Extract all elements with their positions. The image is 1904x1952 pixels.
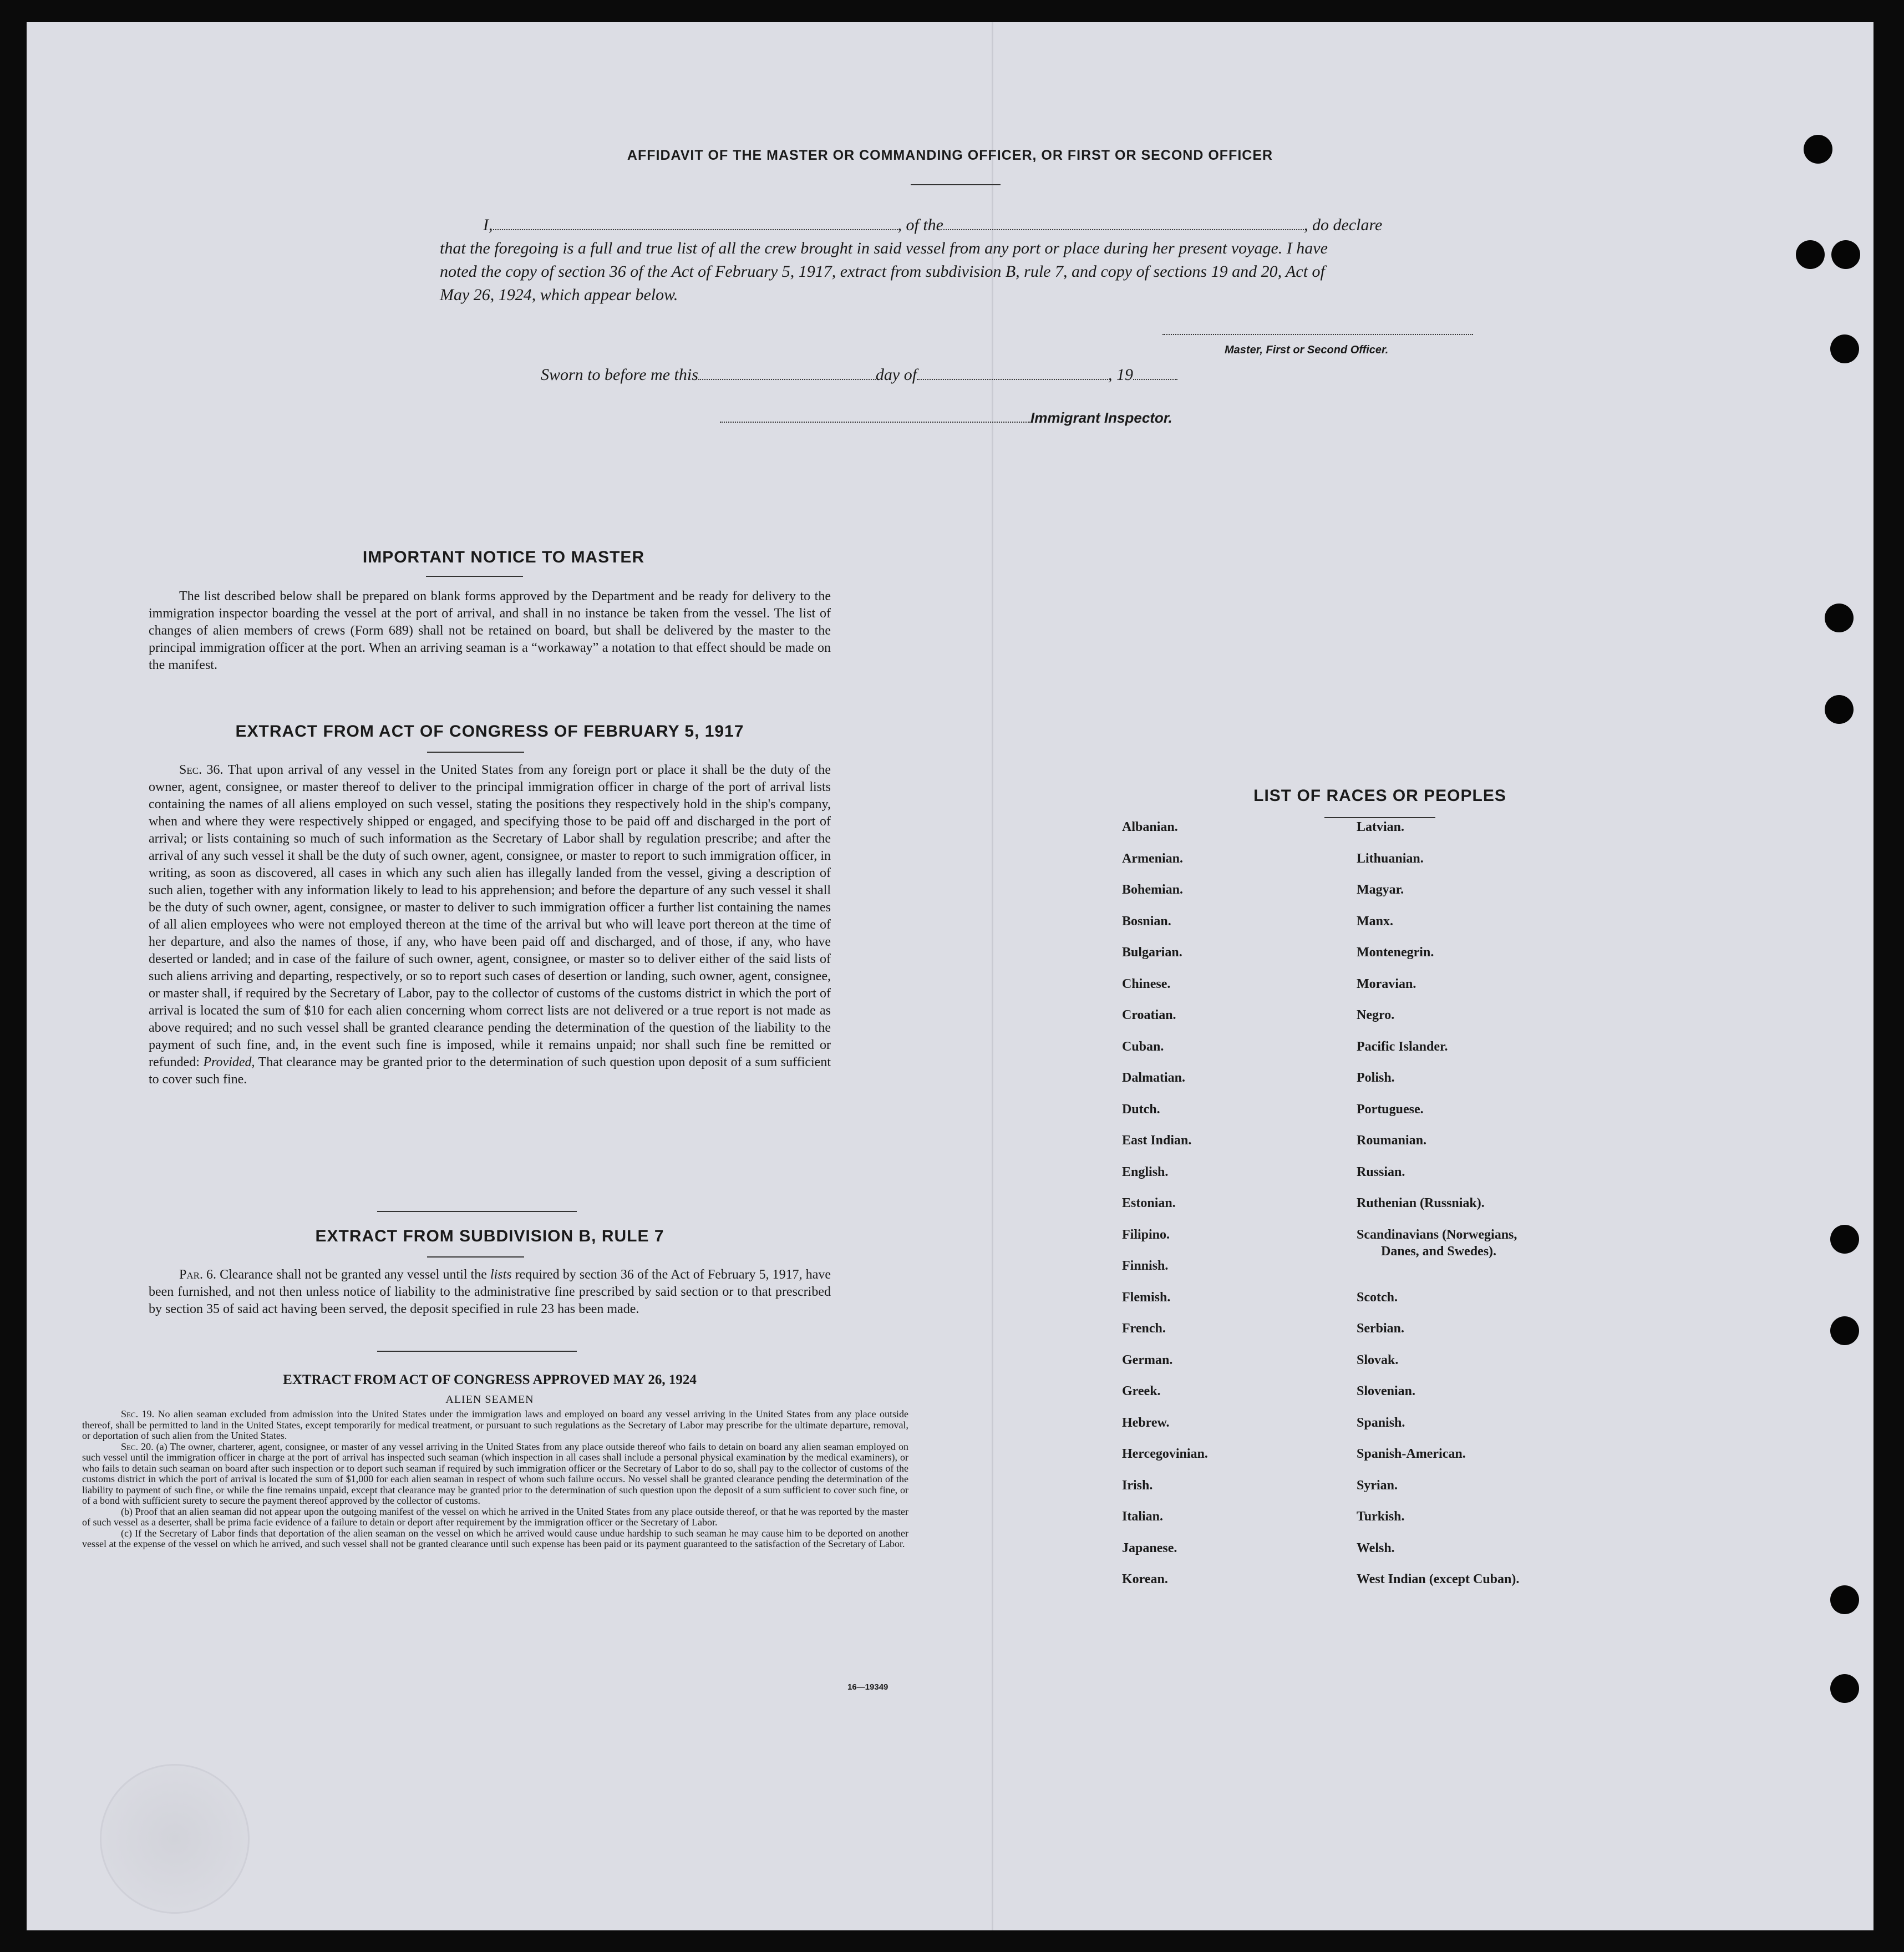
race-item: Greek.: [1122, 1384, 1161, 1398]
affidavit-line-4: May 26, 1924, which appear below.: [440, 286, 678, 304]
master-signature-caption: Master, First or Second Officer.: [1225, 344, 1389, 356]
act-1917-title: EXTRACT FROM ACT OF CONGRESS OF FEBRUARY 5, 1917: [235, 722, 744, 741]
race-item: Dalmatian.: [1122, 1071, 1185, 1085]
race-item: Portuguese.: [1357, 1102, 1424, 1117]
inspector-line: [720, 409, 1219, 427]
race-item: Dutch.: [1122, 1102, 1160, 1117]
inspector-caption: Immigrant Inspector.: [1030, 409, 1172, 426]
race-item: Bohemian.: [1122, 883, 1184, 897]
master-signature-line[interactable]: [1162, 334, 1473, 335]
lists-word: lists: [490, 1267, 512, 1282]
race-item: German.: [1122, 1352, 1173, 1367]
section-divider-1: [377, 1211, 577, 1212]
race-item: Hercegovinian.: [1122, 1447, 1208, 1461]
sec-20a-text: (a) The owner, charterer, agent, consignee, or master of any vessel arriving in the United States from any place outside thereof who fails to detain on board any alien seaman employed on such vessel until the immigration officer in charge at the port of arrival has inspected such seaman (which inspection in all cases shall include a personal physical examination by the medical examiners), or who fails to detain such seaman on board after such inspection or to deport such seaman if required by such immigration officer or the Secretary of Labor to do so, shall pay to the collector of customs of the customs district in which the port of arrival is located the sum of $1,000 for each alien seaman in respect of whom such failure occurs. No vessel shall be granted clearance pending the determination of the liability to payment of such fine, or while the fine remains unpaid, except that clearance may be granted prior to the determination of such question upon the deposit of a sum sufficient to cover such fine, or of a bond with sufficient surety to secure the payment thereof approved by the collector of customs.: [82, 1441, 909, 1506]
binder-hole: [1796, 240, 1825, 269]
sworn-prefix: Sworn to before me this: [541, 366, 698, 384]
affidavit-line-3: noted the copy of section 36 of the Act of February 5, 1917, extract from subdivision B, rule 7, and copy of sections 19 and 20, Act of: [440, 262, 1325, 281]
race-item: Latvian.: [1357, 820, 1405, 834]
race-item: Cuban.: [1122, 1039, 1164, 1054]
form-number: 16—19349: [847, 1682, 888, 1692]
rule-7-text-a: Clearance shall not be granted any vessel until the: [220, 1267, 487, 1282]
sec-36-text: That upon arrival of any vessel in the United States from any foreign port or place it shall be the duty of the owner, agent, consignee, or master thereof to deliver to the principal immigration officer in charge of the port of arrival lists containing the names of all aliens employed on such vessel, stating the positions they respectively hold in the ship's company, when and where they were respectively shipped or engaged, and specifying those to be paid off and discharged in the port of arrival; or lists containing so much of such information as the Secretary of Labor shall by regulation prescribe; and after the arrival of any such vessel it shall be the duty of such owner, agent, consignee, or master to report to such immigration officer, in writing, as soon as discovered, all cases in which any such alien has illegally landed from the vessel, giving a description of such alien, together with any information likely to lead to his apprehension; and before the departure of any such vessel it shall be the duty of such owner, agent, consignee, or master to deliver to such immigration officer a further list containing the names of all alien employees who were not employed thereon at the time of the arrival but who will leave port thereon at the time of her departure, and also the names of those, if any, who have been paid off and discharged, and of those, if any, who have deserted or landed; and in case of the failure of such owner, agent, consignee, or master so to deliver either of the said lists of such aliens arriving and departing, respectively, or so to report such cases of desertion or landing, such owner, agent, consignee, or master shall, if required by the Secretary of Labor, pay to the collector of customs of the customs district in which the port of arrival is located the sum of $10 for each alien concerning whom correct lists are not delivered or a true report is not made as above required; and no such vessel shall be granted clearance pending the determination of the question of the liability to the payment of such fine, and, in the event such fine is imposed, while it remains unpaid; nor shall such fine be remitted or refunded:: [149, 763, 831, 1069]
affidavit-title-rule: [911, 184, 1001, 185]
binder-hole: [1830, 1225, 1859, 1254]
affidavit-title: AFFIDAVIT OF THE MASTER OR COMMANDING OFFICER, OR FIRST OR SECOND OFFICER: [627, 148, 1273, 163]
affidavit-line-2: that the foregoing is a full and true list of all the crew brought in said vessel from any port or place during her present voyage. I have: [440, 239, 1328, 257]
race-item: Bulgarian.: [1122, 945, 1182, 960]
sec-20a-paragraph: [82, 1442, 908, 1507]
sec-20-label: Sec. 20.: [121, 1441, 154, 1452]
page-fold: [992, 22, 993, 1930]
embossed-seal: [100, 1764, 250, 1914]
race-item: Pacific Islander.: [1357, 1039, 1448, 1054]
race-item: English.: [1122, 1164, 1169, 1179]
race-item: Syrian.: [1357, 1478, 1398, 1493]
binder-hole: [1830, 1674, 1859, 1703]
sec-19-paragraph: [82, 1409, 908, 1442]
race-item: Montenegrin.: [1357, 945, 1434, 960]
sec-20b-paragraph: (b) Proof that an alien seaman did not appear upon the outgoing manifest of the vessel on which he arrived in the United States from any place outside thereof, or that he was reported by the master of such vessel as a deserter, shall be prima facie evidence of a failure to detain or deport after requirement by the immigration officer or the Secretary of Labor.: [82, 1505, 908, 1528]
inspector-signature-blank[interactable]: [720, 409, 1030, 423]
race-item: Welsh.: [1357, 1540, 1395, 1555]
race-item: Estonian.: [1122, 1196, 1176, 1210]
race-item: Turkish.: [1357, 1509, 1405, 1524]
sec-19-text: No alien seaman excluded from admission into the United States under the immigration laws and employed on board any vessel arriving in the United States from any place outside thereof, shall be permitted to land in the United States, except temporarily for medical treatment, or pursuant to such regulations as the Secretary of Labor may prescribe for the ultimate departure, removal, or deportation of such alien from the United States.: [82, 1408, 909, 1441]
race-item: Flemish.: [1122, 1290, 1171, 1305]
rule-7-title-rule: [427, 1256, 524, 1258]
rule-7-text-b: required by section 36 of the Act of February 5, 1917, have been furnished, and not then unless notice of liability to the administrative fine prescribed by said section or to that prescribed by section 35 of said act having been served, the deposit specified in rule 23 has been made.: [149, 1267, 831, 1316]
document-page: [27, 22, 1873, 1930]
race-item: Spanish.: [1357, 1415, 1405, 1430]
race-item: Ruthenian (Russniak).: [1357, 1196, 1485, 1210]
race-item: Bosnian.: [1122, 914, 1171, 929]
race-item: French.: [1122, 1321, 1166, 1336]
race-item: Manx.: [1357, 914, 1393, 929]
races-title: LIST OF RACES OR PEOPLES: [1253, 787, 1506, 805]
sworn-day-blank[interactable]: [698, 367, 876, 380]
race-item: Korean.: [1122, 1572, 1168, 1586]
name-blank[interactable]: [493, 217, 898, 230]
sec-36-label: Sec. 36.: [179, 763, 224, 777]
race-item: Chinese.: [1122, 976, 1171, 991]
vessel-blank[interactable]: [943, 217, 1304, 230]
section-divider-2: [377, 1351, 577, 1352]
affidavit-i: I,: [483, 216, 493, 234]
sworn-day: day of: [875, 366, 917, 384]
sworn-year-blank[interactable]: [1133, 367, 1177, 380]
race-item: Serbian.: [1357, 1321, 1405, 1336]
act-1924-title: EXTRACT FROM ACT OF CONGRESS APPROVED MAY 26, 1924: [283, 1372, 697, 1387]
races-title-rule: [1324, 817, 1435, 818]
race-item: West Indian (except Cuban).: [1357, 1572, 1520, 1586]
affidavit-do-declare: , do declare: [1304, 216, 1383, 234]
binder-hole: [1830, 1316, 1859, 1345]
race-item: Russian.: [1357, 1164, 1405, 1179]
race-item: Polish.: [1357, 1071, 1395, 1085]
race-item: Japanese.: [1122, 1540, 1177, 1555]
race-item: Scandinavians (Norwegians,: [1357, 1227, 1517, 1242]
binder-hole: [1804, 135, 1832, 164]
affidavit-text: [440, 214, 1535, 307]
affidavit-of-the: , of the: [897, 216, 943, 234]
race-item: Roumanian.: [1357, 1133, 1427, 1148]
act-1917-title-rule: [427, 752, 524, 753]
rule-7-text: [149, 1266, 831, 1318]
race-item: Moravian.: [1357, 976, 1416, 991]
notice-title-rule: [426, 576, 523, 577]
sec-20c-paragraph: (c) If the Secretary of Labor finds that deportation of the alien seaman on the vessel on which he arrived would cause undue hardship to such seaman he may cause him to be deported on another vessel at the expense of the vessel on which he arrived, and such vessel shall not be granted clearance until such expense has been paid or its payment guaranteed to the satisfaction of the Secretary of Labor.: [82, 1527, 908, 1549]
race-item: Irish.: [1122, 1478, 1153, 1493]
binder-hole: [1831, 240, 1860, 269]
binder-hole: [1825, 695, 1854, 724]
act-1924-text: [82, 1409, 908, 1550]
notice-text: The list described below shall be prepared on blank forms approved by the Department and be ready for delivery to the immigration inspector boarding the vessel at the port of arrival, and shall in no instance be taken from the vessel. The list of changes of alien members of crews (Form 689) shall not be retained on board, but shall be delivered by the master to the principal immigration officer at the port. When an arriving seaman is a “workaway” a notation to that effect should be made on the manifest.: [149, 589, 831, 672]
race-item: Italian.: [1122, 1509, 1164, 1524]
race-item: Armenian.: [1122, 851, 1183, 866]
race-item: East Indian.: [1122, 1133, 1192, 1148]
sec-36-text-end: That clearance may be granted prior to the determination of such question upon deposit of a sum sufficient to cover such fine.: [149, 1055, 831, 1087]
race-item: Hebrew.: [1122, 1415, 1170, 1430]
race-item: Filipino.: [1122, 1227, 1170, 1242]
par-6-label: Par. 6.: [179, 1267, 217, 1282]
race-item: Magyar.: [1357, 883, 1404, 897]
binder-hole: [1830, 1585, 1859, 1614]
race-item-continuation: Danes, and Swedes).: [1381, 1244, 1497, 1259]
race-item: Albanian.: [1122, 820, 1178, 834]
sworn-year: , 19: [1108, 366, 1134, 384]
binder-hole: [1830, 334, 1859, 363]
act-1917-text: [149, 762, 831, 1088]
race-item: Finnish.: [1122, 1259, 1169, 1273]
race-item: Spanish-American.: [1357, 1447, 1466, 1461]
sec-19-label: Sec. 19.: [121, 1408, 155, 1419]
race-item: Lithuanian.: [1357, 851, 1424, 866]
provided-word: Provided,: [203, 1055, 255, 1069]
race-item: Slovak.: [1357, 1352, 1399, 1367]
sworn-month-blank[interactable]: [917, 367, 1108, 380]
race-item: Negro.: [1357, 1008, 1395, 1022]
race-item: Croatian.: [1122, 1008, 1176, 1022]
notice-title: IMPORTANT NOTICE TO MASTER: [362, 548, 645, 566]
race-item: Scotch.: [1357, 1290, 1398, 1305]
sworn-line: [541, 366, 1262, 384]
rule-7-title: EXTRACT FROM SUBDIVISION B, RULE 7: [315, 1227, 664, 1245]
act-1924-subtitle: ALIEN SEAMEN: [445, 1393, 534, 1406]
binder-hole: [1825, 604, 1854, 632]
race-item: Slovenian.: [1357, 1384, 1416, 1398]
